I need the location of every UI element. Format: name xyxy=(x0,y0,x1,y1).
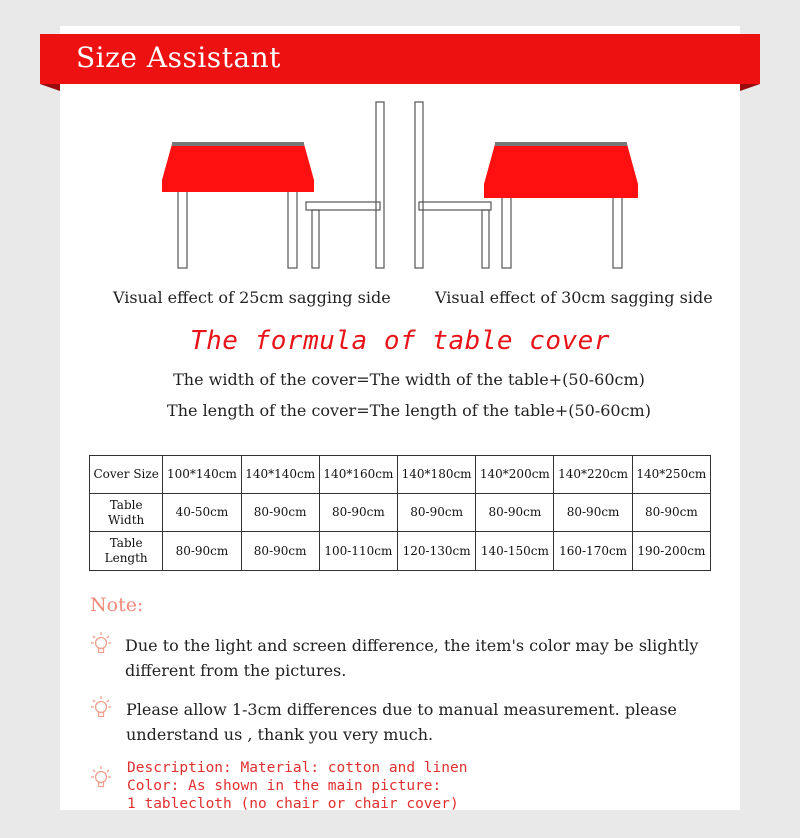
table-cell: 160-170cm xyxy=(554,532,632,571)
left-tablecloth xyxy=(162,144,314,192)
table-cell: 80-90cm xyxy=(319,494,397,532)
caption-30cm: Visual effect of 30cm sagging side xyxy=(435,288,713,307)
row-label: Table Width xyxy=(90,494,163,532)
table-cell: 100-110cm xyxy=(319,532,397,571)
table-cell: 80-90cm xyxy=(241,532,319,571)
header-cell: 140*140cm xyxy=(241,456,319,494)
banner-title: Size Assistant xyxy=(76,41,281,74)
note-item-measurement: Please allow 1-3cm differences due to manual measurement. please understand us , thank you very much. xyxy=(126,700,677,744)
table-cell: 190-200cm xyxy=(632,532,710,571)
header-cell: 100*140cm xyxy=(163,456,241,494)
table-cell: 40-50cm xyxy=(163,494,241,532)
formula-width-line: The width of the cover=The width of the table+(50-60cm) xyxy=(173,370,645,389)
note-item-color: Due to the light and screen difference, the item's color may be slightly different from the pictures. xyxy=(125,636,699,680)
header-cell: 140*220cm xyxy=(554,456,632,494)
formula-title: The formula of table cover xyxy=(190,326,610,356)
table-cell: 80-90cm xyxy=(163,532,241,571)
formula-length-line: The length of the cover=The length of the table+(50-60cm) xyxy=(167,401,651,420)
note-title: Note: xyxy=(90,594,144,616)
header-cell: 140*200cm xyxy=(476,456,554,494)
table-cell: 80-90cm xyxy=(241,494,319,532)
product-description xyxy=(127,759,727,813)
sagging-illustration xyxy=(60,90,660,275)
right-chair-drawing xyxy=(415,102,491,268)
header-cell: 140*250cm xyxy=(632,456,710,494)
table-length-row xyxy=(90,532,711,571)
header-cell: Cover Size xyxy=(90,456,163,494)
header-cell: 140*180cm xyxy=(398,456,476,494)
table-cell: 80-90cm xyxy=(476,494,554,532)
table-cell: 120-130cm xyxy=(398,532,476,571)
size-table-header-row xyxy=(90,456,711,494)
lightbulb-icon xyxy=(90,694,112,722)
caption-25cm: Visual effect of 25cm sagging side xyxy=(113,288,391,307)
table-cell: 140-150cm xyxy=(476,532,554,571)
lightbulb-icon xyxy=(90,630,112,658)
header-cell: 140*160cm xyxy=(319,456,397,494)
description-line: Color: As shown in the main picture: xyxy=(127,778,442,794)
table-cell: 80-90cm xyxy=(398,494,476,532)
row-label: Table Length xyxy=(90,532,163,571)
size-assistant-banner xyxy=(40,34,760,84)
table-cell: 80-90cm xyxy=(554,494,632,532)
description-line: Description: Material: cotton and linen xyxy=(127,760,468,776)
table-cell: 80-90cm xyxy=(632,494,710,532)
left-chair-drawing xyxy=(306,102,384,268)
lightbulb-icon xyxy=(90,764,112,792)
table-width-row xyxy=(90,494,711,532)
right-tablecloth xyxy=(484,144,638,198)
description-line: 1 tablecloth (no chair or chair cover) xyxy=(127,796,459,812)
size-table xyxy=(89,455,711,571)
